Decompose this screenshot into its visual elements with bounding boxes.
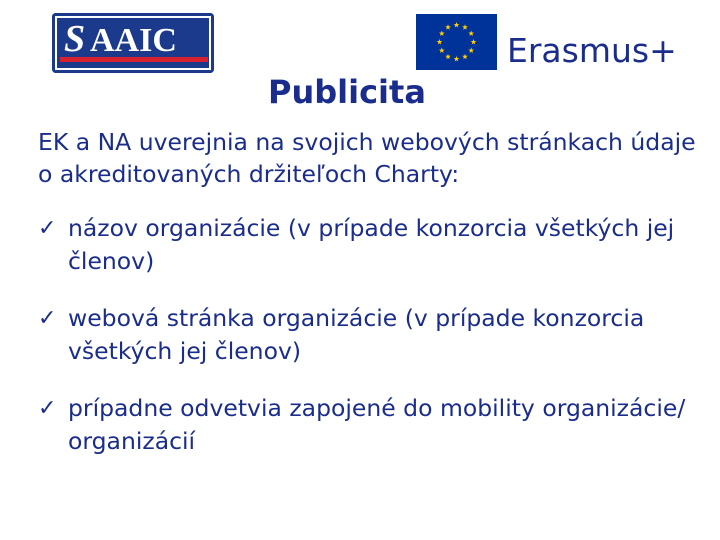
svg-text:AAIC: AAIC	[90, 22, 177, 59]
eu-flag-icon	[416, 14, 497, 70]
bullet-item	[38, 212, 698, 278]
slide-intro-text: EK a NA uverejnia na svojich webových stránkach údaje o akreditovaných držiteľoch Charty:	[38, 128, 696, 188]
bullet-item	[38, 392, 698, 458]
check-icon: ✓	[38, 216, 57, 241]
bullet-text: webová stránka organizácie (v prípade konzorcia všetkých jej členov)	[68, 304, 645, 365]
bullet-item	[38, 302, 698, 368]
svg-text:S: S	[64, 18, 86, 60]
saaic-logo	[52, 13, 214, 73]
check-icon: ✓	[38, 306, 57, 331]
bullet-text: prípadne odvetvia zapojené do mobility organizácie/ organizácií	[68, 394, 686, 455]
check-icon: ✓	[38, 396, 57, 421]
erasmus-logo-text: Erasmus+	[507, 31, 677, 70]
slide-title: Publicita	[268, 73, 426, 111]
bullet-text: názov organizácie (v prípade konzorcia všetkých jej členov)	[68, 214, 675, 275]
bullet-list	[38, 212, 698, 482]
